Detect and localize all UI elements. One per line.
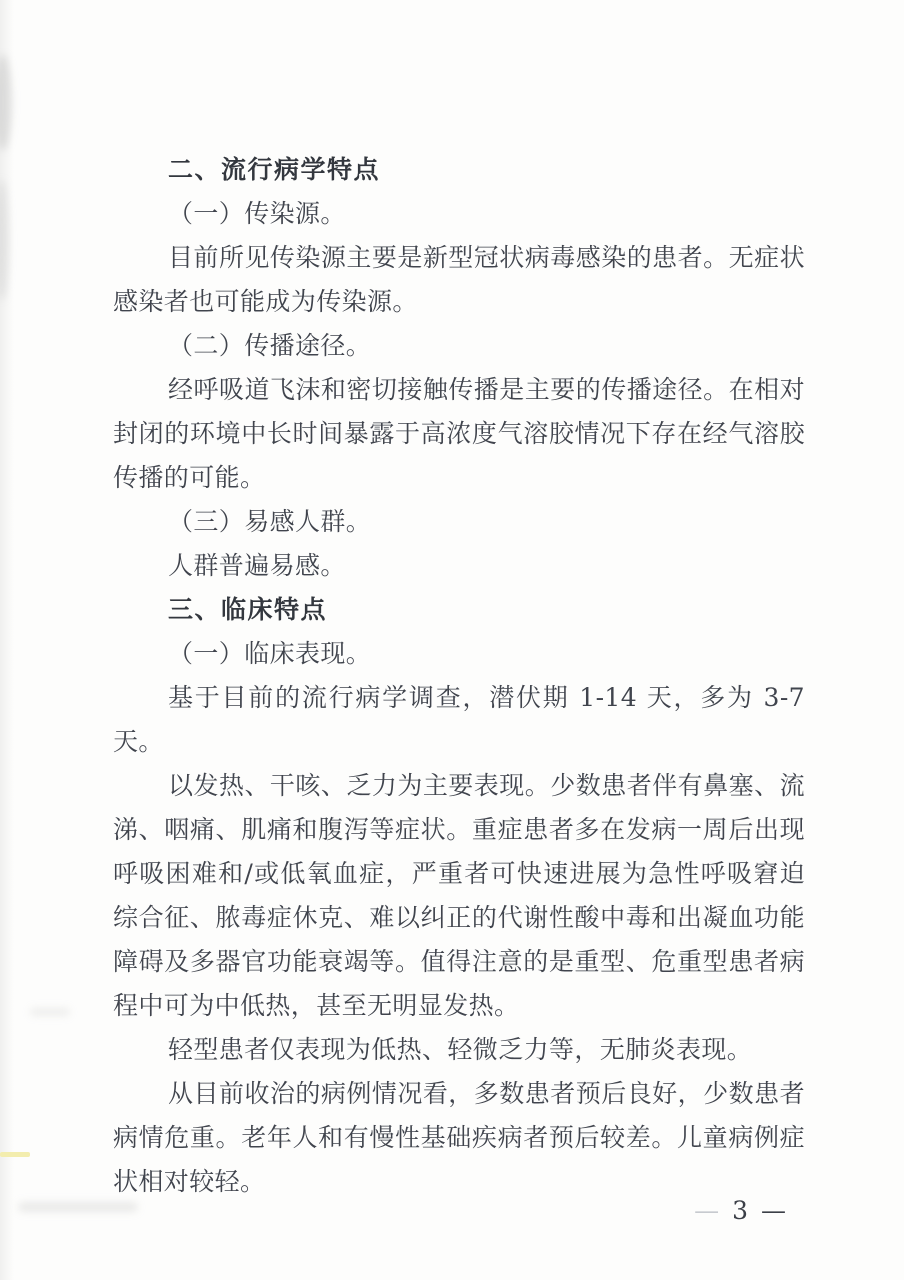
body-paragraph: 人群普遍易感。	[168, 551, 346, 580]
section-heading-epidemiology: 二、流行病学特点	[168, 155, 381, 184]
section-heading-clinical: 三、临床特点	[168, 595, 328, 624]
scan-edge-shade	[0, 0, 14, 1280]
page-number-dash-right: —	[761, 1196, 786, 1225]
highlighter-artifact	[0, 1152, 30, 1157]
scan-smudge	[0, 55, 12, 150]
body-paragraph: 目前所见传染源主要是新型冠状病毒感染的患者。无症状感染者也可能成为传染源。	[113, 243, 805, 316]
body-paragraph: 以发热、干咳、乏力为主要表现。少数患者伴有鼻塞、流涕、咽痛、肌痛和腹泻等症状。重症患者多在发病一周后出现呼吸困难和/或低氧血症，严重者可快速进展为急性呼吸窘迫综合征、脓毒症休克、难以纠正的代谢性酸中毒和出凝血功能障碍及多器官功能衰竭等。值得注意的是重型、危重型患者病程中可为中低热，甚至无明显发热。	[113, 771, 805, 1020]
body-paragraph: 轻型患者仅表现为低热、轻微乏力等，无肺炎表现。	[168, 1035, 753, 1064]
body-paragraph: 基于目前的流行病学调查，潜伏期 1-14 天，多为 3-7 天。	[113, 683, 805, 756]
clause-heading-infection-source: （一）传染源。	[168, 199, 346, 228]
clause-heading-clinical-manifestation: （一）临床表现。	[168, 639, 372, 668]
page-number-value: 3	[732, 1196, 748, 1225]
scan-smudge	[30, 1008, 70, 1016]
body-paragraph: 从目前收治的病例情况看，多数患者预后良好，少数患者病情危重。老年人和有慢性基础疾病者预后较差。儿童病例症状相对较轻。	[113, 1079, 805, 1196]
scan-smudge	[0, 180, 9, 300]
document-body	[113, 148, 805, 1204]
page-number-dash-left: —	[694, 1196, 720, 1225]
body-paragraph: 经呼吸道飞沫和密切接触传播是主要的传播途径。在相对封闭的环境中长时间暴露于高浓度气溶胶情况下存在经气溶胶传播的可能。	[113, 375, 805, 492]
clause-heading-susceptible-population: （三）易感人群。	[168, 507, 372, 536]
page-number	[694, 1196, 786, 1225]
clause-heading-transmission-route: （二）传播途径。	[168, 331, 372, 360]
